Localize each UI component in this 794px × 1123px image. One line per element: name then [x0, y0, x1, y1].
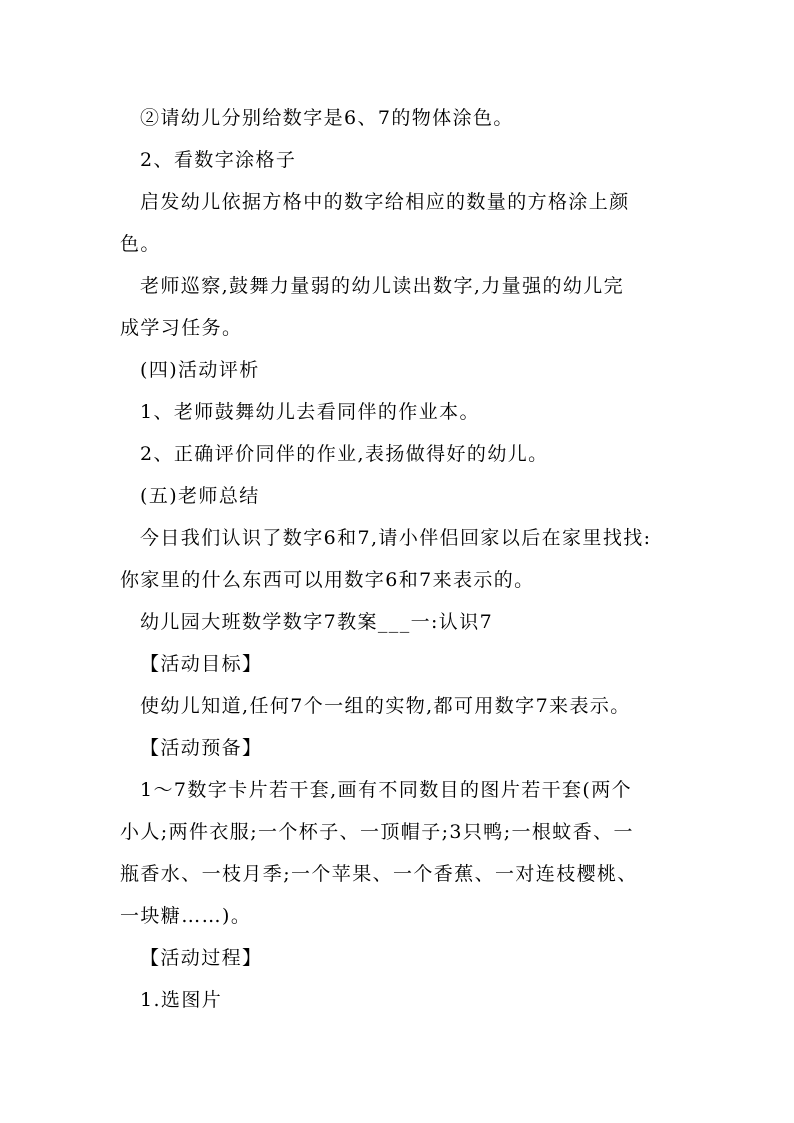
paragraph-line: 启发幼儿依据方格中的数字给相应的数量的方格涂上颜 [140, 191, 630, 213]
paragraph-line: 2、看数字涂格子 [140, 149, 297, 171]
paragraph-line: 瓶香水、一枝月季;一个苹果、一个香蕉、一对连枝樱桃、 [120, 863, 638, 885]
section-heading: 【活动目标】 [140, 653, 263, 675]
paragraph-line: 老师巡察,鼓舞力量弱的幼儿读出数字,力量强的幼儿完 [140, 275, 625, 297]
section-heading: 【活动过程】 [140, 947, 263, 969]
paragraph-line: 1.选图片 [140, 989, 223, 1011]
paragraph-line: 成学习任务。 [120, 317, 243, 339]
section-heading: 【活动预备】 [140, 737, 263, 759]
paragraph-line: 你家里的什么东西可以用数字6和7来表示的。 [120, 569, 535, 591]
lesson-title: 幼儿园大班数学数字7教案___一:认识7 [140, 611, 494, 633]
section-heading: (四)活动评析 [140, 359, 260, 381]
section-heading: (五)老师总结 [140, 485, 260, 507]
paragraph-line: 1、老师鼓舞幼儿去看同伴的作业本。 [140, 401, 480, 423]
paragraph-line: 2、正确评价同伴的作业,表扬做得好的幼儿。 [140, 443, 549, 465]
paragraph-line: 1～7数字卡片若干套,画有不同数目的图片若干套(两个 [140, 779, 633, 801]
paragraph-line: 小人;两件衣服;一个杯子、一顶帽子;3只鸭;一根蚊香、一 [120, 821, 634, 843]
paragraph-line: 使幼儿知道,任何7个一组的实物,都可用数字7来表示。 [140, 695, 631, 717]
paragraph-line: ②请幼儿分别给数字是6、7的物体涂色。 [140, 107, 514, 129]
paragraph-line: 一块糖……)。 [120, 905, 252, 927]
paragraph-line: 色。 [120, 233, 161, 255]
paragraph-line: 今日我们认识了数字6和7,请小伴侣回家以后在家里找找: [140, 527, 652, 549]
